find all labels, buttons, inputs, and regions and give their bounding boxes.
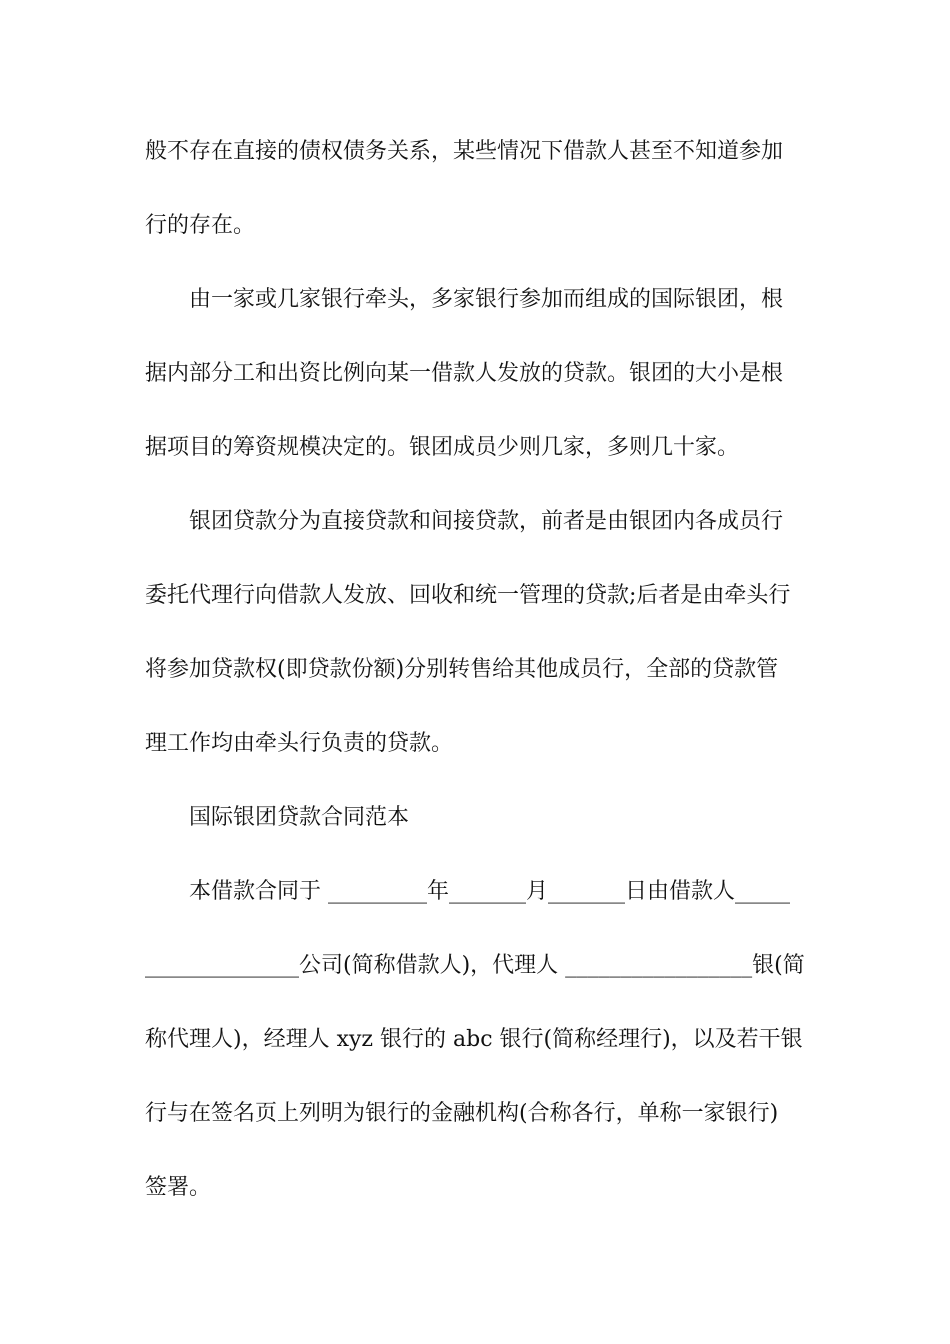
text-line: 本借款合同于 _________年_______月_______日由借款人_____	[189, 879, 790, 904]
text-line: 行与在签名页上列明为银行的金融机构(合称各行，单称一家银行)	[145, 1101, 779, 1126]
paragraph-contract-preamble	[145, 855, 805, 1225]
text-line: 据内部分工和出资比例向某一借款人发放的贷款。银团的大小是根	[145, 361, 784, 386]
text-line: 委托代理行向借款人发放、回收和统一管理的贷款;后者是由牵头行	[145, 583, 791, 608]
text-line: 行的存在。	[145, 213, 256, 238]
paragraph-syndicated-loan-definition	[145, 263, 805, 485]
document-body	[145, 115, 805, 1225]
text-line: 将参加贷款权(即贷款份额)分别转售给其他成员行，全部的贷款管	[145, 657, 779, 682]
text-line: ______________公司(简称借款人)，代理人 _________________银(简	[145, 953, 805, 978]
text-line: 国际银团贷款合同范本	[189, 805, 410, 830]
text-line: 由一家或几家银行牵头，多家银行参加而组成的国际银团，根	[189, 287, 784, 312]
text-line: 银团贷款分为直接贷款和间接贷款，前者是由银团内各成员行	[189, 509, 784, 534]
text-line: 称代理人)，经理人 xyz 银行的 abc 银行(简称经理行)，以及若干银	[145, 1027, 803, 1052]
text-line: 理工作均由牵头行负责的贷款。	[145, 731, 454, 756]
text-line: 据项目的筹资规模决定的。银团成员少则几家，多则几十家。	[145, 435, 740, 460]
text-line: 般不存在直接的债权债务关系，某些情况下借款人甚至不知道参加	[145, 139, 784, 164]
section-heading	[145, 781, 805, 855]
text-line: 签署。	[145, 1175, 212, 1200]
paragraph-continuation	[145, 115, 805, 263]
paragraph-loan-types	[145, 485, 805, 781]
